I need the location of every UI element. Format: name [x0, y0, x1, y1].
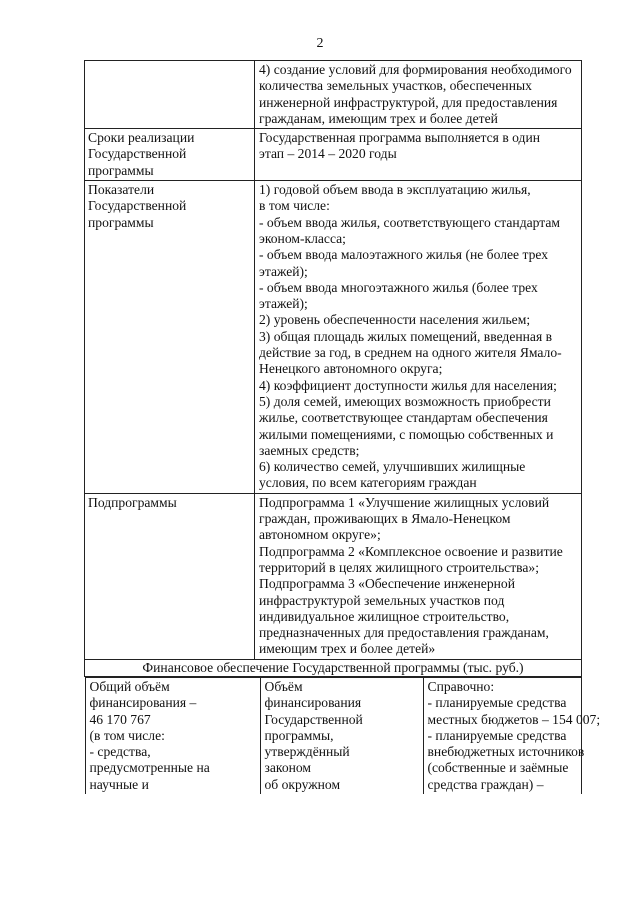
- text-line: научные и: [89, 776, 149, 792]
- text-line: этажей);: [259, 296, 308, 312]
- row-label-cell: [85, 129, 255, 181]
- row-value-cell: [255, 129, 582, 181]
- text-line: Государственной: [88, 146, 187, 162]
- finance-reference-cell: [423, 677, 601, 794]
- finance-row: [85, 676, 582, 794]
- text-line: инфраструктурой земельных участков под: [259, 592, 505, 608]
- text-line: действие за год, в среднем на одного жителя Ямало-: [259, 345, 562, 361]
- table-row: [85, 493, 582, 659]
- program-passport-table: [84, 60, 601, 794]
- text-line: условия, по всем категориям граждан: [259, 475, 477, 491]
- row-value-cell: [255, 493, 582, 659]
- text-line: Сроки реализации: [88, 130, 195, 146]
- text-line: инженерной инфраструктурой, для предоставления: [259, 94, 558, 110]
- text-line: финансирования: [264, 695, 362, 711]
- text-line: этажей);: [259, 263, 308, 279]
- row-value-cell: [255, 61, 582, 129]
- text-line: 5) доля семей, имеющих возможность приобрести: [259, 393, 551, 409]
- text-line: 2) уровень обеспеченности населения жильем;: [259, 312, 531, 328]
- text-line: средства граждан) –: [427, 776, 544, 792]
- finance-heading-row: [85, 659, 582, 676]
- text-line: предназначенных для предоставления гражданам,: [259, 625, 549, 641]
- text-line: автономном округе»;: [259, 527, 381, 543]
- text-line: - планируемые средства: [427, 695, 567, 711]
- text-line: предусмотренные на: [89, 760, 210, 776]
- text-line: программы: [88, 162, 154, 178]
- finance-total-cell: [85, 677, 260, 794]
- text-line: 4) коэффициент доступности жилья для населения;: [259, 377, 557, 393]
- text-line: - объем ввода многоэтажного жилья (более трех: [259, 279, 538, 295]
- text-line: утверждённый: [264, 744, 350, 760]
- text-line: количества земельных участков, обеспеченных: [259, 78, 532, 94]
- text-line: имеющим трех и более детей»: [259, 641, 436, 657]
- text-line: 3) общая площадь жилых помещений, введенная в: [259, 328, 553, 344]
- text-line: - объем ввода жилья, соответствующего стандартам: [259, 214, 560, 230]
- text-line: финансирования –: [89, 695, 197, 711]
- table-row: [85, 677, 581, 794]
- text-line: местных бюджетов – 154 007;: [427, 711, 601, 727]
- text-line: заемных средств;: [259, 442, 360, 458]
- text-line: жилыми помещениями, с помощью собственных и: [259, 426, 554, 442]
- text-line: индивидуальное жилищное строительство,: [259, 608, 510, 624]
- finance-table: [85, 677, 601, 794]
- text-line: законом: [264, 760, 312, 776]
- text-line: Государственной: [88, 198, 187, 214]
- text-line: (собственные и заёмные: [427, 760, 569, 776]
- text-line: в том числе:: [259, 198, 330, 214]
- finance-cell-wrapper: [85, 676, 601, 794]
- text-line: эконом-класса;: [259, 230, 346, 246]
- text-line: об окружном: [264, 776, 341, 792]
- row-value-cell: [255, 181, 582, 494]
- text-line: программы: [88, 214, 154, 230]
- text-line: 1) годовой объем ввода в эксплуатацию жилья,: [259, 182, 531, 198]
- row-label-cell: [85, 493, 255, 659]
- text-line: граждан, проживающих в Ямало-Ненецком: [259, 511, 511, 527]
- text-line: Подпрограмма 1 «Улучшение жилищных условий: [259, 494, 550, 510]
- text-line: Подпрограммы: [88, 494, 177, 510]
- text-line: (в том числе:: [89, 727, 165, 743]
- text-line: гражданам, имеющим трех и более детей: [259, 110, 498, 126]
- text-line: 46 170 767: [89, 711, 151, 727]
- text-line: жилье, соответствующее стандартам обеспечения: [259, 410, 548, 426]
- text-line: Общий объём: [89, 678, 170, 694]
- row-label-cell: [85, 61, 255, 129]
- text-line: программы,: [264, 727, 334, 743]
- table-row: [85, 181, 582, 494]
- text-line: - средства,: [89, 744, 151, 760]
- text-line: Государственная программа выполняется в один: [259, 130, 541, 146]
- page-number: 2: [316, 36, 324, 51]
- text-line: Ненецкого автономного округа;: [259, 361, 443, 377]
- text-line: - планируемые средства: [427, 727, 567, 743]
- finance-approved-cell: [260, 677, 423, 794]
- text-line: 6) количество семей, улучшивших жилищные: [259, 459, 526, 475]
- text-line: Справочно:: [427, 678, 495, 694]
- text-line: территорий в целях жилищного строительства»;: [259, 559, 539, 575]
- text-line: внебюджетных источников: [427, 744, 585, 760]
- table-row: [85, 61, 582, 129]
- text-line: Подпрограмма 2 «Комплексное освоение и развитие: [259, 543, 563, 559]
- text-line: Объём: [264, 678, 303, 694]
- text-line: этап – 2014 – 2020 годы: [259, 146, 397, 162]
- text-line: Государственной: [264, 711, 363, 727]
- text-line: Подпрограмма 3 «Обеспечение инженерной: [259, 576, 515, 592]
- text-line: - объем ввода малоэтажного жилья (не более трех: [259, 247, 549, 263]
- table-row: [85, 129, 582, 181]
- text-line: Показатели: [88, 182, 155, 198]
- text-line: 4) создание условий для формирования необходимого: [259, 62, 572, 77]
- row-label-cell: [85, 181, 255, 494]
- finance-heading: Финансовое обеспечение Государственной программы (тыс. руб.): [85, 659, 582, 676]
